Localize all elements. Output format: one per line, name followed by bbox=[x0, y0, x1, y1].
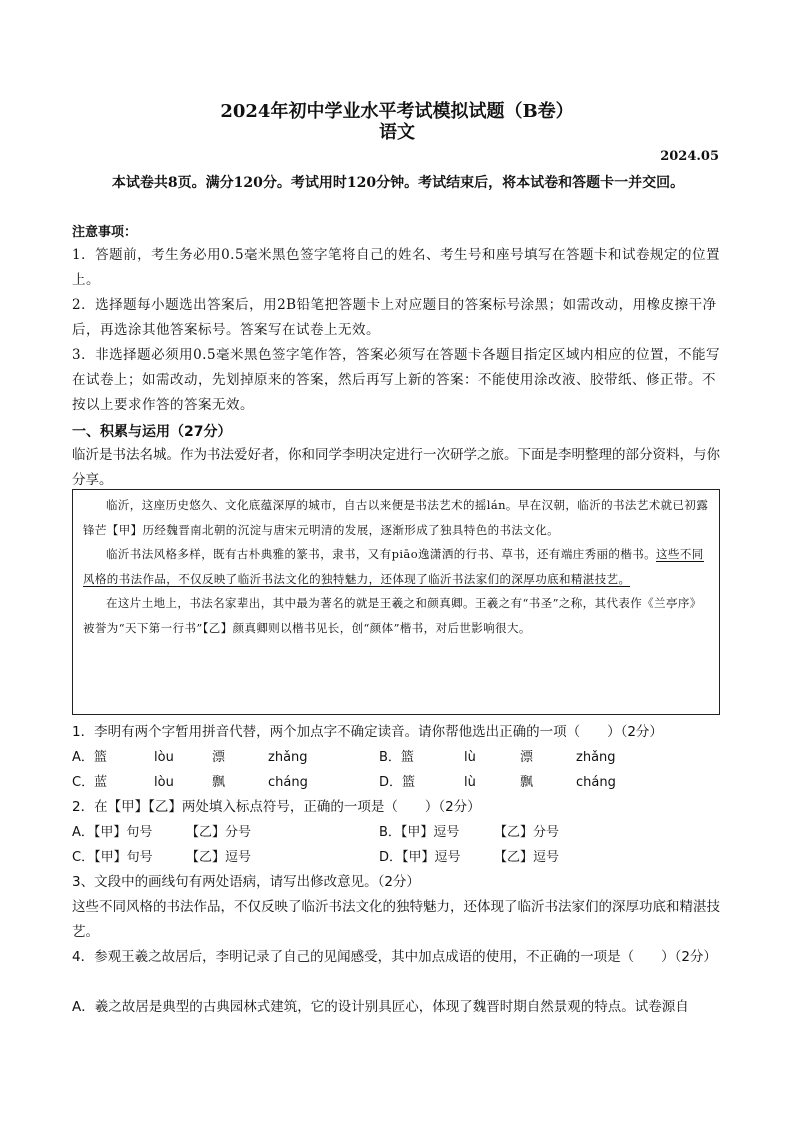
q1-option-d-pinyin1: lù bbox=[464, 775, 476, 790]
q2-option-row bbox=[72, 845, 722, 870]
q1-option-c-pinyin1: lòu bbox=[154, 775, 174, 790]
reading-passage-box bbox=[72, 489, 720, 715]
question-1-stem: 1．李明有两个字暂用拼音代替，两个加点字不确定读音。请你帮他选出正确的一项（ ）（2分） bbox=[72, 724, 663, 740]
q1-option-a-pinyin1: lòu bbox=[154, 750, 174, 765]
q1-option-b-pinyin1: lù bbox=[464, 750, 476, 765]
q1-option-a-pinyin2: zhǎng bbox=[268, 750, 308, 765]
exam-date: 2024.05 bbox=[660, 149, 719, 164]
q1-option-c-char1: C．蓝 bbox=[72, 775, 108, 790]
q1-option-row bbox=[72, 770, 722, 795]
q1-option-b-pinyin2: zhǎng bbox=[576, 750, 616, 765]
q1-option-b-char2: 漂 bbox=[520, 750, 534, 765]
question-2-stem: 2．在【甲】【乙】两处填入标点符号，正确的一项是（ ）（2分） bbox=[72, 799, 481, 815]
q1-option-b-char1: B．篮 bbox=[379, 750, 414, 765]
q2-option-c-part2: 【乙】逗号 bbox=[186, 850, 252, 865]
q1-option-d-char2: 飘 bbox=[520, 775, 534, 790]
q1-option-c-pinyin2: cháng bbox=[268, 775, 308, 790]
passage-paragraph: 临沂，这座历史悠久、文化底蕴深厚的城市，自古以来便是书法艺术的摇lán。早在汉朝，临沂的书法艺术就已初露锋芒【甲】历经魏晋南北朝的沉淀与唐宋元明清的发展，逐渐形成了独具特色的书法文化。 bbox=[83, 498, 709, 537]
section-heading: 一、积累与运用（27分） bbox=[72, 424, 232, 440]
notes-heading: 注意事项： bbox=[72, 225, 138, 240]
passage-paragraph bbox=[83, 542, 709, 591]
exam-title: 2024年初中学业水平考试模拟试题（B卷） bbox=[220, 101, 574, 122]
question-3-stem: 3、文段中的画线句有两处语病，请写出修改意见。（2分） bbox=[72, 874, 420, 890]
q1-option-a-char1: A．篮 bbox=[72, 750, 107, 765]
question-4-option-a: A．羲之故居是典型的古典园林式建筑，它的设计别具匠心，体现了魏晋时期自然景观的特点。试卷源自 bbox=[72, 999, 689, 1015]
q2-option-row bbox=[72, 820, 722, 845]
q1-option-d-pinyin2: cháng bbox=[576, 775, 616, 790]
q2-option-a-part1: A．【甲】句号 bbox=[72, 825, 153, 840]
note-item: 1．答题前，考生务必用0.5毫米黑色签字笔将自己的姓名、考生号和座号填写在答题卡和试卷规定的位置上。 bbox=[72, 247, 721, 288]
question-3-sentence: 这些不同风格的书法作品，不仅反映了临沂书法文化的独特魅力，还体现了临沂书法家们的深厚功底和精湛技艺。 bbox=[72, 899, 720, 940]
note-item: 2．选择题每小题选出答案后，用2B铅笔把答题卡上对应题目的答案标号涂黑；如需改动，用橡皮擦干净后，再选涂其他答案标号。答案写在试卷上无效。 bbox=[72, 297, 717, 338]
q2-option-a-part2: 【乙】分号 bbox=[186, 825, 252, 840]
question-4-stem: 4．参观王羲之故居后，李明记录了自己的见闻感受，其中加点成语的使用，不正确的一项是（ ）（2分） bbox=[72, 949, 717, 965]
passage-paragraph: 在这片土地上，书法名家辈出，其中最为著名的就是王羲之和颜真卿。王羲之有“书圣”之称，其代表作《兰亭序》被誉为“天下第一行书”【乙】颜真卿则以楷书见长，创“颜体”楷书，对后世影响很大。 bbox=[83, 596, 702, 635]
q2-option-b-part1: B．【甲】逗号 bbox=[379, 825, 460, 840]
q2-option-d-part1: D．【甲】逗号 bbox=[379, 850, 461, 865]
q1-option-c-char2: 飘 bbox=[212, 775, 226, 790]
section-lead: 临沂是书法名城。作为书法爱好者，你和同学李明决定进行一次研学之旅。下面是李明整理的部分资料，与你分享。 bbox=[72, 447, 720, 488]
q1-option-row bbox=[72, 745, 722, 770]
subject-title: 语文 bbox=[379, 122, 415, 143]
exam-intro: 本试卷共8页。满分120分。考试用时120分钟。考试结束后，将本试卷和答题卡一并交回。 bbox=[111, 175, 685, 191]
passage-text: 临沂书法风格多样，既有古朴典雅的篆书，隶书，又有piāo逸潇洒的行书、草书，还有端庄秀丽的楷书。 bbox=[106, 547, 657, 561]
q1-option-d-char1: D．篮 bbox=[379, 775, 416, 790]
note-item: 3．非选择题必须用0.5毫米黑色签字笔作答，答案必须写在答题卡各题目指定区域内相应的位置，不能写在试卷上；如需改动，先划掉原来的答案，然后再写上新的答案：不能使用涂改液、胶带纸、修正带。不按以上要求作答的答案无效。 bbox=[72, 347, 721, 413]
q2-option-c-part1: C．【甲】句号 bbox=[72, 850, 153, 865]
q1-option-a-char2: 漂 bbox=[212, 750, 226, 765]
underlined-sentence: 这些不同风格的书法作品，不仅反映了临沂书法文化的独特魅力，还体现了临沂书法家们的深厚功底和精湛技艺。 bbox=[83, 547, 704, 586]
q2-option-b-part2: 【乙】分号 bbox=[494, 825, 560, 840]
q2-option-d-part2: 【乙】逗号 bbox=[494, 850, 560, 865]
